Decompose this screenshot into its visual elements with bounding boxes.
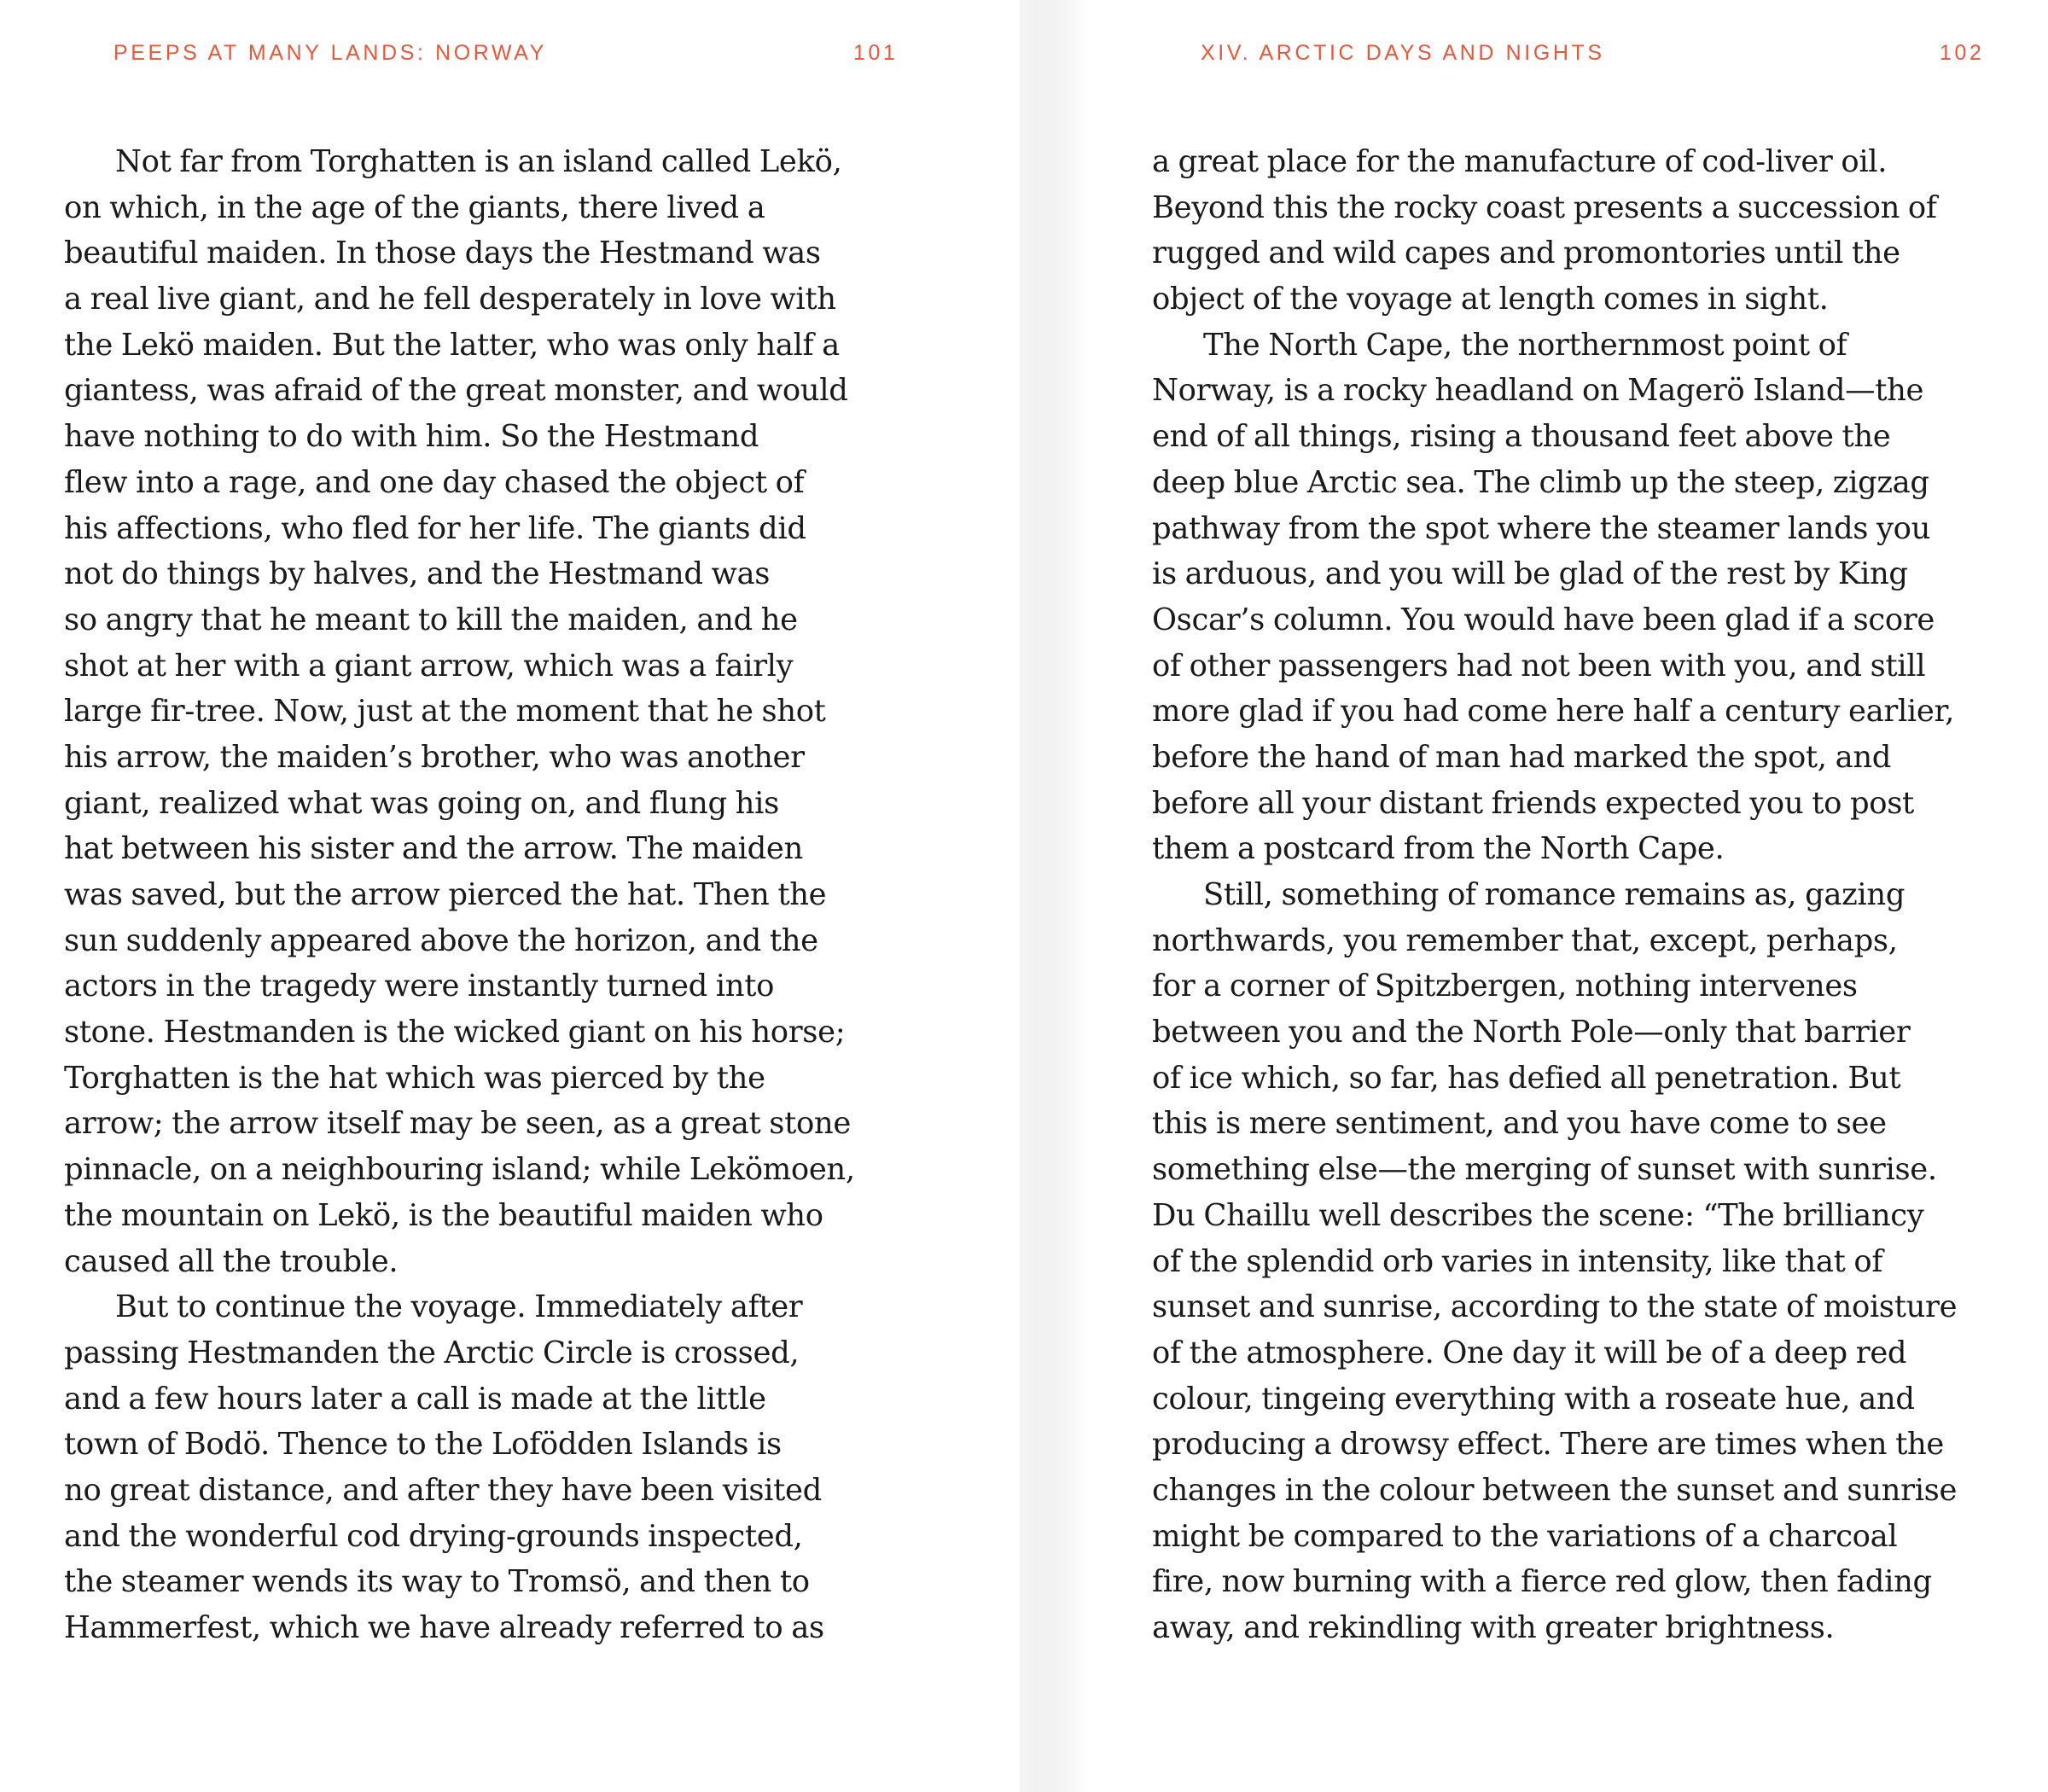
left-body-text [64, 139, 917, 1651]
text-line: might be compared to the variations of a charcoal [1152, 1518, 1898, 1554]
text-line: rugged and wild capes and promontories until the [1152, 236, 1900, 271]
text-line: Not far from Torghatten is an island called Lekö, [115, 144, 842, 179]
text-line: more glad if you had come here half a century earlier, [1152, 694, 1955, 730]
text-line: giantess, was afraid of the great monster, and would [64, 373, 848, 409]
text-line: before all your distant friends expected you to post [1152, 785, 1914, 821]
text-line: shot at her with a giant arrow, which was a fairly [64, 648, 794, 684]
text-line: giant, realized what was going on, and flung his [64, 785, 779, 821]
text-line: of the splendid orb varies in intensity, like that of [1152, 1243, 1883, 1279]
text-line: not do things by halves, and the Hestmand was [64, 556, 771, 592]
text-line: something else—the merging of sunset with sunrise. [1152, 1152, 1937, 1188]
text-line: The North Cape, the northernmost point of [1203, 327, 1847, 363]
text-line: have nothing to do with him. So the Hestmand [64, 419, 759, 455]
text-line: Norway, is a rocky headland on Magerö Island—the [1152, 373, 1924, 409]
text-line: this is mere sentiment, and you have come to see [1152, 1106, 1887, 1142]
text-line: actors in the tragedy were instantly turned into [64, 969, 775, 1004]
left-page-number: 101 [853, 41, 899, 65]
text-line: Torghatten is the hat which was pierced by the [64, 1060, 765, 1096]
text-line: northwards, you remember that, except, perhaps, [1152, 922, 1898, 958]
text-line: his affections, who fled for her life. The giants did [64, 510, 806, 546]
text-line: Beyond this the rocky coast presents a succession of [1152, 189, 1937, 225]
text-line: on which, in the age of the giants, there lived a [64, 189, 765, 225]
text-line: sun suddenly appeared above the horizon, and the [64, 922, 818, 958]
text-line: the steamer wends its way to Tromsö, and then to [64, 1564, 810, 1600]
text-line: between you and the North Pole—only that barrier [1152, 1015, 1911, 1050]
right-body-text [1152, 139, 2005, 1651]
text-line: object of the voyage at length comes in sight. [1152, 282, 1829, 317]
text-line: large fir-tree. Now, just at the moment that he shot [64, 694, 826, 730]
text-line: passing Hestmanden the Arctic Circle is crossed, [64, 1335, 800, 1370]
text-line: stone. Hestmanden is the wicked giant on his horse; [64, 1015, 846, 1050]
text-line: town of Bodö. Thence to the Lofödden Islands is [64, 1427, 782, 1463]
text-line: flew into a rage, and one day chased the object of [64, 464, 805, 500]
text-line: so angry that he meant to kill the maiden, and he [64, 602, 798, 637]
text-line: a real live giant, and he fell desperately in love with [64, 282, 836, 317]
text-line: pathway from the spot where the steamer lands you [1152, 510, 1931, 546]
text-line: Hammerfest, which we have already referred to as [64, 1610, 824, 1645]
text-line: and a few hours later a call is made at the little [64, 1381, 766, 1417]
text-line: them a postcard from the North Cape. [1152, 831, 1725, 867]
text-line: of ice which, so far, has defied all penetration. But [1152, 1060, 1901, 1096]
text-line: Still, something of romance remains as, gazing [1203, 877, 1905, 912]
text-line: a great place for the manufacture of cod-liver oil. [1152, 144, 1888, 179]
text-line: Du Chaillu well describes the scene: “The brilliancy [1152, 1197, 1924, 1233]
text-line: is arduous, and you will be glad of the rest by King [1152, 556, 1908, 592]
right-page-number: 102 [1940, 41, 1985, 65]
text-line: producing a drowsy effect. There are times when the [1152, 1427, 1945, 1463]
text-line: beautiful maiden. In those days the Hestmand was [64, 236, 821, 271]
text-line: sunset and sunrise, according to the state of moisture [1152, 1289, 1958, 1325]
text-line: the mountain on Lekö, is the beautiful maiden who [64, 1197, 823, 1233]
text-line: of other passengers had not been with you, and still [1152, 648, 1926, 684]
text-line: away, and rekindling with greater brightness. [1152, 1610, 1835, 1645]
text-line: arrow; the arrow itself may be seen, as a great stone [64, 1106, 851, 1142]
text-line: the Lekö maiden. But the latter, who was only half a [64, 327, 840, 363]
text-line: caused all the trouble. [64, 1243, 399, 1279]
text-line: for a corner of Spitzbergen, nothing intervenes [1152, 969, 1858, 1004]
left-running-title: PEEPS AT MANY LANDS: NORWAY [113, 41, 547, 65]
text-line: fire, now burning with a fierce red glow, then fading [1152, 1564, 1932, 1600]
text-line: was saved, but the arrow pierced the hat. Then the [64, 877, 827, 912]
text-line: and the wonderful cod drying-grounds inspected, [64, 1518, 803, 1554]
text-line: changes in the colour between the sunset and sunrise [1152, 1472, 1958, 1508]
right-page [1024, 0, 2048, 1792]
right-running-title: XIV. ARCTIC DAYS AND NIGHTS [1201, 41, 1605, 65]
text-line: But to continue the voyage. Immediately after [115, 1289, 803, 1325]
text-line: Oscar’s column. You would have been glad if a score [1152, 602, 1935, 637]
text-line: no great distance, and after they have been visited [64, 1472, 822, 1508]
text-line: end of all things, rising a thousand feet above the [1152, 419, 1891, 455]
text-line: his arrow, the maiden’s brother, who was another [64, 739, 805, 775]
text-line: colour, tingeing everything with a roseate hue, and [1152, 1381, 1915, 1417]
text-line: before the hand of man had marked the spot, and [1152, 739, 1892, 775]
text-line: deep blue Arctic sea. The climb up the steep, zigzag [1152, 464, 1929, 500]
text-line: pinnacle, on a neighbouring island; while Lekömoen, [64, 1152, 855, 1188]
text-line: hat between his sister and the arrow. The maiden [64, 831, 803, 867]
text-line: of the atmosphere. One day it will be of a deep red [1152, 1335, 1907, 1370]
